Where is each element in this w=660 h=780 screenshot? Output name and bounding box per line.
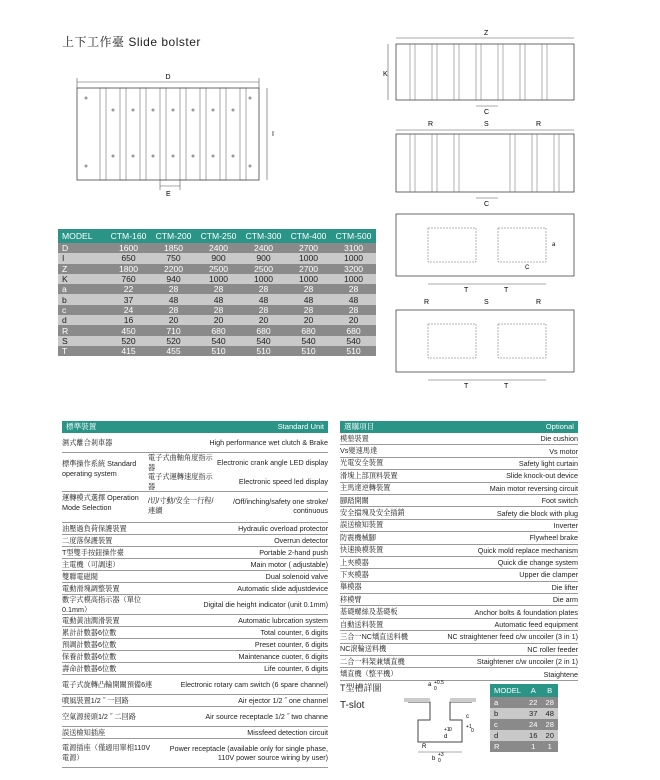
dim-s-label: S [484, 121, 489, 128]
table-cell: 37 [106, 294, 151, 304]
item-zh: 模墊裝置 [340, 433, 369, 443]
item-en: Slide knock-out device [506, 471, 578, 481]
list-item [62, 583, 328, 595]
table-cell: 510 [286, 346, 331, 356]
table-cell: 540 [241, 336, 286, 346]
item-en: Hydraulic overload protector [238, 524, 328, 533]
item-zh: 下夾模器 [340, 569, 369, 579]
table-cell: c [490, 719, 525, 730]
item-en: Flywheel brake [529, 533, 578, 543]
list-item [340, 594, 578, 606]
sub-item [148, 472, 328, 491]
item-en: Main motor ( adjustable) [250, 560, 328, 569]
tslot-a-label: a [428, 682, 432, 688]
table-cell: 28 [541, 719, 557, 730]
table-cell: 1000 [241, 274, 286, 284]
list-item [340, 656, 578, 668]
list-item [62, 523, 328, 535]
sub-zh: 電子式曲軸角度指示器 [148, 452, 213, 472]
table-cell: 680 [331, 325, 376, 335]
dim-e-label: E [166, 191, 171, 198]
table-cell: 28 [541, 697, 557, 708]
tslot-header: A [525, 684, 541, 697]
item-zh: 數字式模高指示器（單位0.1mm） [62, 594, 142, 614]
table-cell: 28 [331, 305, 376, 315]
item-zh: 基礎螺絲及基礎板 [340, 607, 398, 617]
dim-z-label: Z [484, 30, 489, 37]
standard-header-en: Standard Unit [277, 422, 324, 431]
table-cell: Z [58, 264, 106, 274]
list-item [340, 545, 578, 557]
spec-header: CTM-250 [196, 229, 241, 243]
table-cell: 750 [151, 253, 196, 263]
table-cell: 2200 [151, 264, 196, 274]
item-en: Upper die clamper [519, 570, 578, 580]
table-cell: 415 [106, 346, 151, 356]
item-zh: 預調計數器6位數 [62, 639, 117, 649]
table-cell: 680 [196, 325, 241, 335]
tslot-c-tol: +1 [466, 724, 472, 730]
item-zh: 防震機械腳 [340, 532, 376, 542]
table-cell: 3200 [331, 264, 376, 274]
table-row [490, 708, 558, 719]
item-zh: Vs變速馬達 [340, 446, 378, 456]
dim-t-label: T [464, 287, 469, 294]
optional-header [340, 421, 578, 433]
table-cell: 520 [151, 336, 196, 346]
table-cell: R [58, 325, 106, 335]
table-row [58, 284, 376, 294]
item-zh: 噴風裝置1/2 ˝ 一回路 [62, 695, 129, 705]
table-row [58, 274, 376, 284]
list-item [62, 547, 328, 559]
table-cell: 2700 [286, 264, 331, 274]
item-en: Electronic rotary cam switch (6 spare channel) [180, 680, 328, 689]
table-cell: 1000 [286, 274, 331, 284]
item-en: Life counter, 6 digits [264, 664, 328, 673]
table-cell: d [490, 730, 525, 741]
dim-r4-label: R [536, 299, 542, 306]
spec-header: CTM-400 [286, 229, 331, 243]
item-zh: 誤送檢知插座 [62, 727, 106, 737]
table-cell: 540 [331, 336, 376, 346]
list-item [340, 532, 578, 544]
table-cell: 2400 [196, 243, 241, 253]
table-row [490, 719, 558, 730]
item-zh: 標準操作系統 Standard operating system [62, 459, 137, 478]
tslot-a-tol2: 0 [434, 686, 437, 692]
list-item [62, 615, 328, 627]
tslot-b-tol2: 0 [438, 758, 441, 764]
list-item [62, 639, 328, 651]
table-cell: 1600 [106, 243, 151, 253]
table-cell: 20 [241, 315, 286, 325]
table-cell: S [58, 336, 106, 346]
item-en: Overrun detector [274, 536, 328, 545]
bolster-tslot-view [380, 210, 580, 296]
standard-header [62, 421, 328, 433]
bolster-rst-view [380, 296, 580, 390]
item-zh: 自動送料裝置 [340, 619, 384, 629]
table-cell: 20 [151, 315, 196, 325]
dim-r-label: R [428, 121, 434, 128]
table-cell: 16 [525, 730, 541, 741]
dim-c-label: C [484, 109, 490, 114]
dim-t4-label: T [504, 383, 509, 390]
table-cell: 940 [151, 274, 196, 284]
table-cell: I [58, 253, 106, 263]
table-cell: 28 [196, 305, 241, 315]
item-zh: 主馬達逆轉裝置 [340, 483, 391, 493]
table-cell: 650 [106, 253, 151, 263]
item-zh: 空氣源接頭1/2 ˝ 二回路 [62, 711, 136, 721]
table-cell: 48 [151, 294, 196, 304]
table-cell: T [58, 346, 106, 356]
item-en: Portable 2-hand push [259, 548, 328, 557]
tslot-r-label: R [422, 744, 427, 750]
list-item [62, 651, 328, 663]
list-item [340, 495, 578, 507]
dim-d-label: D [165, 74, 171, 81]
item-zh: 二合一料架兼矯直機 [340, 656, 405, 666]
item-zh: 電動黃油潤滑裝置 [62, 615, 120, 625]
dim-a-label: a [552, 242, 556, 248]
table-row [58, 346, 376, 356]
item-zh: 舉模器 [340, 582, 362, 592]
item-zh: 矯直機（整平機） [340, 669, 398, 679]
dim-r3-label: R [424, 299, 430, 306]
dim-c3-label: C [525, 265, 530, 271]
tslot-header: B [541, 684, 557, 697]
sub-zh: 電子式運轉速度指示器 [148, 471, 213, 491]
sub-en: Electronic crank angle LED display [216, 458, 328, 467]
table-row [490, 730, 558, 741]
dim-s2-label: S [484, 299, 489, 306]
table-cell: 900 [196, 253, 241, 263]
list-item [62, 675, 328, 695]
item-zh: 誤送檢知裝置 [340, 520, 384, 530]
table-cell: 20 [541, 730, 557, 741]
table-cell: 1000 [331, 274, 376, 284]
item-zh: 電動滑塊調整裝置 [62, 583, 120, 593]
tslot-subtitle: T-slot [340, 700, 365, 711]
tslot-c-label: c [466, 714, 469, 720]
list-item [62, 535, 328, 547]
table-cell: 16 [106, 315, 151, 325]
table-cell: 37 [525, 708, 541, 719]
table-cell: 540 [196, 336, 241, 346]
item-zh: NC滾輪送料機 [340, 644, 387, 654]
item-zh: 安全擋塊及安全插銷 [340, 508, 405, 518]
item-en: Automatic feed equipment [494, 620, 578, 630]
list-item [62, 627, 328, 639]
list-item [340, 445, 578, 457]
dim-t3-label: T [464, 383, 469, 390]
item-en: Staightene [543, 669, 578, 679]
dim-t2-label: T [504, 287, 509, 294]
table-cell: 2400 [241, 243, 286, 253]
table-cell: 680 [286, 325, 331, 335]
spec-header: CTM-200 [151, 229, 196, 243]
table-cell: d [58, 315, 106, 325]
table-cell: 1800 [106, 264, 151, 274]
table-cell: 48 [196, 294, 241, 304]
tslot-table [490, 684, 558, 752]
table-cell: 2500 [241, 264, 286, 274]
optional-table [340, 421, 578, 681]
spec-header: MODEL [58, 229, 106, 243]
list-item [340, 619, 578, 631]
sub-en: Electronic speed led display [238, 477, 328, 486]
item-en: Maintenance cuoter, 6 digits [238, 652, 328, 661]
table-cell: a [490, 697, 525, 708]
standard-header-zh: 標準裝置 [66, 422, 97, 431]
list-item [62, 695, 328, 707]
table-cell: 22 [525, 697, 541, 708]
table-cell: 900 [241, 253, 286, 263]
optional-header-en: Optional [545, 422, 574, 431]
list-item [62, 433, 328, 453]
table-cell: 520 [106, 336, 151, 346]
table-row [490, 741, 558, 752]
item-en: Air source receptacle 1/2 ˝ two channe [205, 712, 328, 721]
item-zh: 電子式旋轉凸輪開關預備6連 [62, 679, 153, 689]
list-item [340, 582, 578, 594]
item-en: Missfeed detection circuit [247, 728, 328, 737]
item-en: Inverter [553, 520, 578, 530]
table-cell: 24 [106, 305, 151, 315]
sub-item [148, 453, 328, 472]
item-zh: T型雙手按鈕操作臺 [62, 547, 124, 557]
table-row [58, 294, 376, 304]
table-row [58, 253, 376, 263]
item-zh: 保養計數器6位數 [62, 651, 117, 661]
item-en: Quick mold replace mechanism [477, 545, 578, 555]
item-zh: 運轉模式選擇 Operation Mode Selection [62, 493, 139, 512]
table-cell: 680 [241, 325, 286, 335]
item-zh: 油壓過負荷保護裝置 [62, 523, 127, 533]
table-cell: 1000 [331, 253, 376, 263]
list-item [62, 663, 328, 675]
item-zh: 上夾模器 [340, 557, 369, 567]
item-en: Automatic slide adjustdevice [237, 584, 328, 593]
item-zh: 雙聯電磁閥 [62, 571, 98, 581]
item-en: Air ejector 1/2 ˝ one channel [238, 696, 328, 705]
item-zh: 濕式離合剎車器 [62, 437, 113, 447]
item-zh: 電源插座（僅適用單相110V電源） [62, 743, 151, 762]
item-zh: 滑塊上部頂料裝置 [340, 470, 398, 480]
table-cell: 20 [196, 315, 241, 325]
table-cell: 760 [106, 274, 151, 284]
table-row [58, 315, 376, 325]
list-item [340, 458, 578, 470]
table-cell: 28 [196, 284, 241, 294]
table-row [58, 336, 376, 346]
tslot-b-label: b [432, 756, 436, 762]
item-zh: 光電安全裝置 [340, 458, 384, 468]
bolster-rsr-view [380, 118, 580, 208]
table-cell: 28 [151, 284, 196, 294]
dim-c2-label: C [484, 201, 490, 208]
item-en: Foot switch [541, 496, 578, 506]
list-item [340, 631, 578, 643]
bolster-top-view [380, 26, 580, 114]
spec-header-row [58, 229, 376, 243]
table-cell: 24 [525, 719, 541, 730]
list-item [340, 557, 578, 569]
item-en: Main motor reversing circuit [489, 483, 578, 493]
spec-header: CTM-160 [106, 229, 151, 243]
list-item [340, 470, 578, 482]
table-cell: D [58, 243, 106, 253]
table-cell: b [490, 708, 525, 719]
table-cell: 1 [541, 741, 557, 752]
table-cell: 48 [241, 294, 286, 304]
list-item [62, 559, 328, 571]
list-item [62, 595, 328, 615]
spec-header: CTM-300 [241, 229, 286, 243]
table-cell: K [58, 274, 106, 284]
tslot-c-tol2: 0 [471, 728, 474, 734]
item-en: Dual solenoid valve [265, 572, 328, 581]
item-en: Die cushion [540, 434, 578, 444]
tslot-header: MODEL [490, 684, 525, 697]
item-en: Staightener c/w uncoiler (2 in 1) [476, 657, 578, 667]
standard-unit-table [62, 421, 328, 768]
item-en: Automatic lubrcation system [238, 616, 328, 625]
table-cell: 510 [196, 346, 241, 356]
spec-table [58, 229, 376, 356]
sub-item [148, 492, 328, 520]
tslot-d-tol2: 0 [449, 727, 452, 733]
item-en: NC straightener feed c/w uncoiler (3 in 1) [447, 632, 578, 642]
list-item [340, 520, 578, 532]
item-zh: 二度落保護裝置 [62, 535, 113, 545]
item-en: Vs motor [549, 446, 578, 456]
item-zh: 壽命計數器6位數 [62, 663, 117, 673]
table-cell: 48 [286, 294, 331, 304]
table-cell: 2700 [286, 243, 331, 253]
list-item [340, 569, 578, 581]
table-cell: 28 [331, 284, 376, 294]
table-cell: b [58, 294, 106, 304]
item-en: Anchor bolts & foundation plates [474, 607, 578, 617]
table-cell: 540 [286, 336, 331, 346]
slide-bolster-drawing [62, 70, 282, 200]
item-zh: 三合一NC矯直送料機 [340, 631, 408, 641]
table-cell: 450 [106, 325, 151, 335]
tslot-d-tol: +1 [444, 727, 450, 733]
table-cell: 2500 [196, 264, 241, 274]
list-item [62, 739, 328, 768]
item-en: Die lifter [551, 582, 578, 592]
item-en: Total counter, 6 digits [260, 628, 328, 637]
table-cell: 3100 [331, 243, 376, 253]
table-cell: 510 [241, 346, 286, 356]
list-item [340, 644, 578, 656]
table-cell: 1000 [286, 253, 331, 263]
item-en: Power receptacle (available only for single phase, 110V power source wiring by user) [169, 744, 328, 762]
item-zh: 移模臂 [340, 594, 362, 604]
item-en: NC roller feeder [527, 644, 578, 654]
list-item-mode [62, 492, 328, 523]
list-item [62, 571, 328, 583]
table-cell: 20 [331, 315, 376, 325]
item-en: Digital die height indicator (unit 0.1mm) [203, 600, 328, 609]
table-cell: R [490, 741, 525, 752]
tslot-detail-drawing [404, 678, 486, 766]
item-en: Quick die change system [497, 558, 578, 568]
table-row [58, 305, 376, 315]
table-cell: 28 [286, 305, 331, 315]
dim-i-label: I [272, 131, 274, 138]
list-item [340, 507, 578, 519]
table-cell: a [58, 284, 106, 294]
table-row [58, 325, 376, 335]
sub-zh: /切/寸動/安全一行程/連續 [148, 496, 214, 515]
table-cell: 28 [286, 284, 331, 294]
list-item [340, 483, 578, 495]
item-en: Safety die block with plug [496, 508, 578, 518]
item-en: High performance wet clutch & Brake [209, 438, 328, 447]
table-cell: 1 [525, 741, 541, 752]
tslot-b-tol: +3 [438, 752, 444, 758]
table-cell: 20 [286, 315, 331, 325]
optional-header-zh: 選購項目 [344, 422, 375, 431]
table-cell: 710 [151, 325, 196, 335]
table-cell: 1000 [196, 274, 241, 284]
table-cell: 28 [241, 284, 286, 294]
table-cell: 48 [541, 708, 557, 719]
table-cell: 48 [331, 294, 376, 304]
table-cell: c [58, 305, 106, 315]
table-row [58, 243, 376, 253]
item-en: Safety light curtain [518, 458, 578, 468]
table-cell: 455 [151, 346, 196, 356]
tslot-title: T型槽詳圖 [340, 683, 382, 693]
table-row [58, 264, 376, 274]
item-en: Die arm [552, 595, 578, 605]
table-row [490, 697, 558, 708]
dim-k-label: K [383, 71, 388, 78]
list-item [62, 727, 328, 739]
list-item [340, 433, 578, 445]
sub-en: /Off/inching/safety one stroke/ continuous [233, 497, 328, 515]
table-cell: 1850 [151, 243, 196, 253]
tslot-d-label: d [444, 734, 448, 740]
item-zh: 主電機（可調速） [62, 559, 120, 569]
list-item [62, 707, 328, 727]
list-item-operating [62, 453, 328, 492]
dim-r2-label: R [536, 121, 542, 128]
item-zh: 累計計數器6位數 [62, 627, 117, 637]
item-zh: 腳踏開關 [340, 495, 369, 505]
list-item [340, 606, 578, 618]
table-cell: 28 [151, 305, 196, 315]
item-zh: 快速換模裝置 [340, 545, 384, 555]
tslot-a-tol: +0.5 [434, 680, 444, 686]
table-cell: 510 [331, 346, 376, 356]
spec-header: CTM-500 [331, 229, 376, 243]
page-title: 上下工作臺 Slide bolster [62, 35, 201, 49]
table-cell: 22 [106, 284, 151, 294]
table-cell: 28 [241, 305, 286, 315]
item-en: Preset counter, 6 digits [254, 640, 328, 649]
